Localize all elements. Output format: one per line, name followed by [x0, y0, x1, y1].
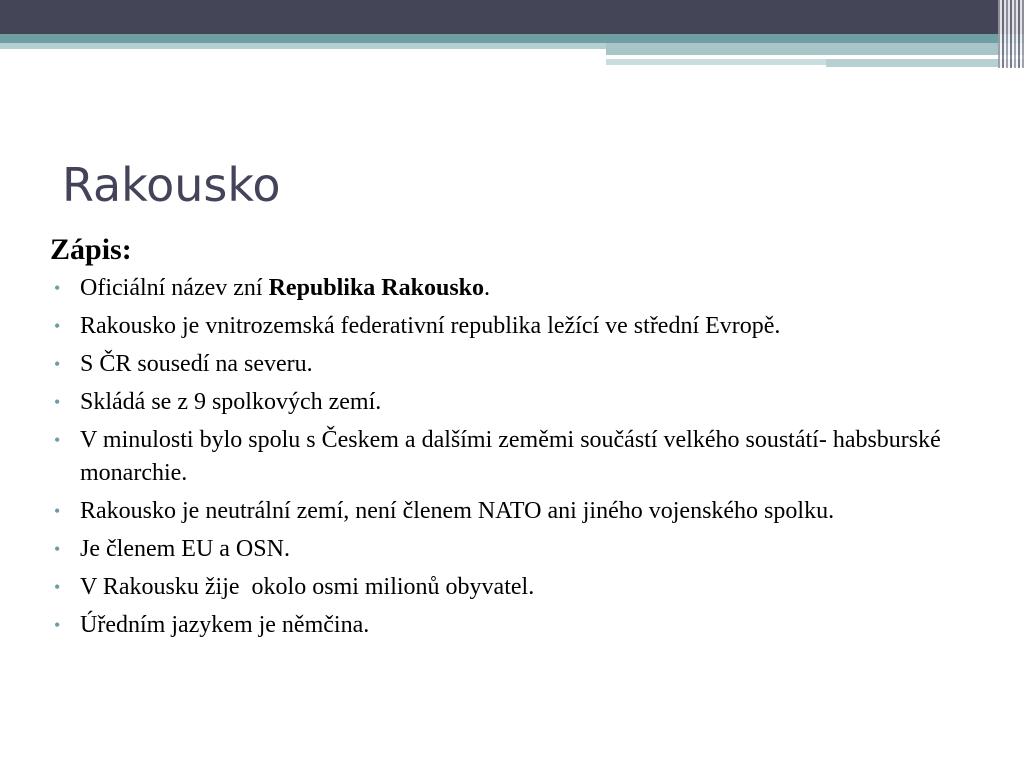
- bullet-text: S ČR sousedí na severu.: [80, 351, 313, 377]
- header-dark-bar: [0, 0, 1024, 34]
- bullet-item: [50, 348, 1000, 381]
- bullet-icon: •: [54, 278, 61, 298]
- bullet-icon: •: [54, 316, 61, 336]
- bullet-text: Je členem EU a OSN.: [80, 536, 290, 562]
- header-divider-line: [606, 55, 946, 57]
- header-teal-bar: [0, 34, 1024, 43]
- bullet-item: [50, 571, 1000, 604]
- bullet-text-end: .: [484, 275, 491, 301]
- bullet-item: [50, 424, 1000, 490]
- bullet-icon: •: [54, 577, 61, 597]
- bullet-text: V minulosti bylo spolu s Českem a dalšími zeměmi součástí velkého soustátí- habsburské monarchie.: [80, 427, 941, 486]
- bullet-item: [50, 310, 1000, 343]
- bullet-list: [50, 272, 1000, 642]
- bullet-icon: •: [54, 501, 61, 521]
- bullet-item: [50, 495, 1000, 528]
- slide-content: [50, 232, 1000, 647]
- bullet-item: [50, 533, 1000, 566]
- bullet-item: [50, 272, 1000, 305]
- bullet-icon: •: [54, 392, 61, 412]
- header-light-bar: [0, 43, 606, 49]
- header-corner-stripes: [998, 0, 1024, 68]
- bullet-item: [50, 386, 1000, 419]
- slide-title: Rakousko: [62, 158, 281, 212]
- header-light-bar: [826, 59, 1024, 67]
- header-light-bar: [606, 43, 1024, 55]
- bullet-icon: •: [54, 615, 61, 635]
- bullet-icon: •: [54, 354, 61, 374]
- bullet-icon: •: [54, 430, 61, 450]
- bullet-text: V Rakousku žije okolo osmi milionů obyvatel.: [80, 574, 535, 600]
- bullet-text-bold: Republika Rakousko: [268, 275, 485, 301]
- bullet-text: Rakousko je vnitrozemská federativní republika ležící ve střední Evropě.: [80, 313, 781, 339]
- bullet-text: Oficiální název zní: [80, 275, 269, 301]
- bullet-text: Rakousko je neutrální zemí, není členem NATO ani jiného vojenského spolku.: [80, 498, 835, 524]
- bullet-item: [50, 609, 1000, 642]
- bullet-text: Úředním jazykem je němčina.: [80, 612, 370, 638]
- bullet-icon: •: [54, 539, 61, 559]
- header-light-bar: [606, 59, 826, 65]
- bullet-text: Skládá se z 9 spolkových zemí.: [80, 389, 382, 415]
- subheading: Zápis:: [50, 233, 132, 266]
